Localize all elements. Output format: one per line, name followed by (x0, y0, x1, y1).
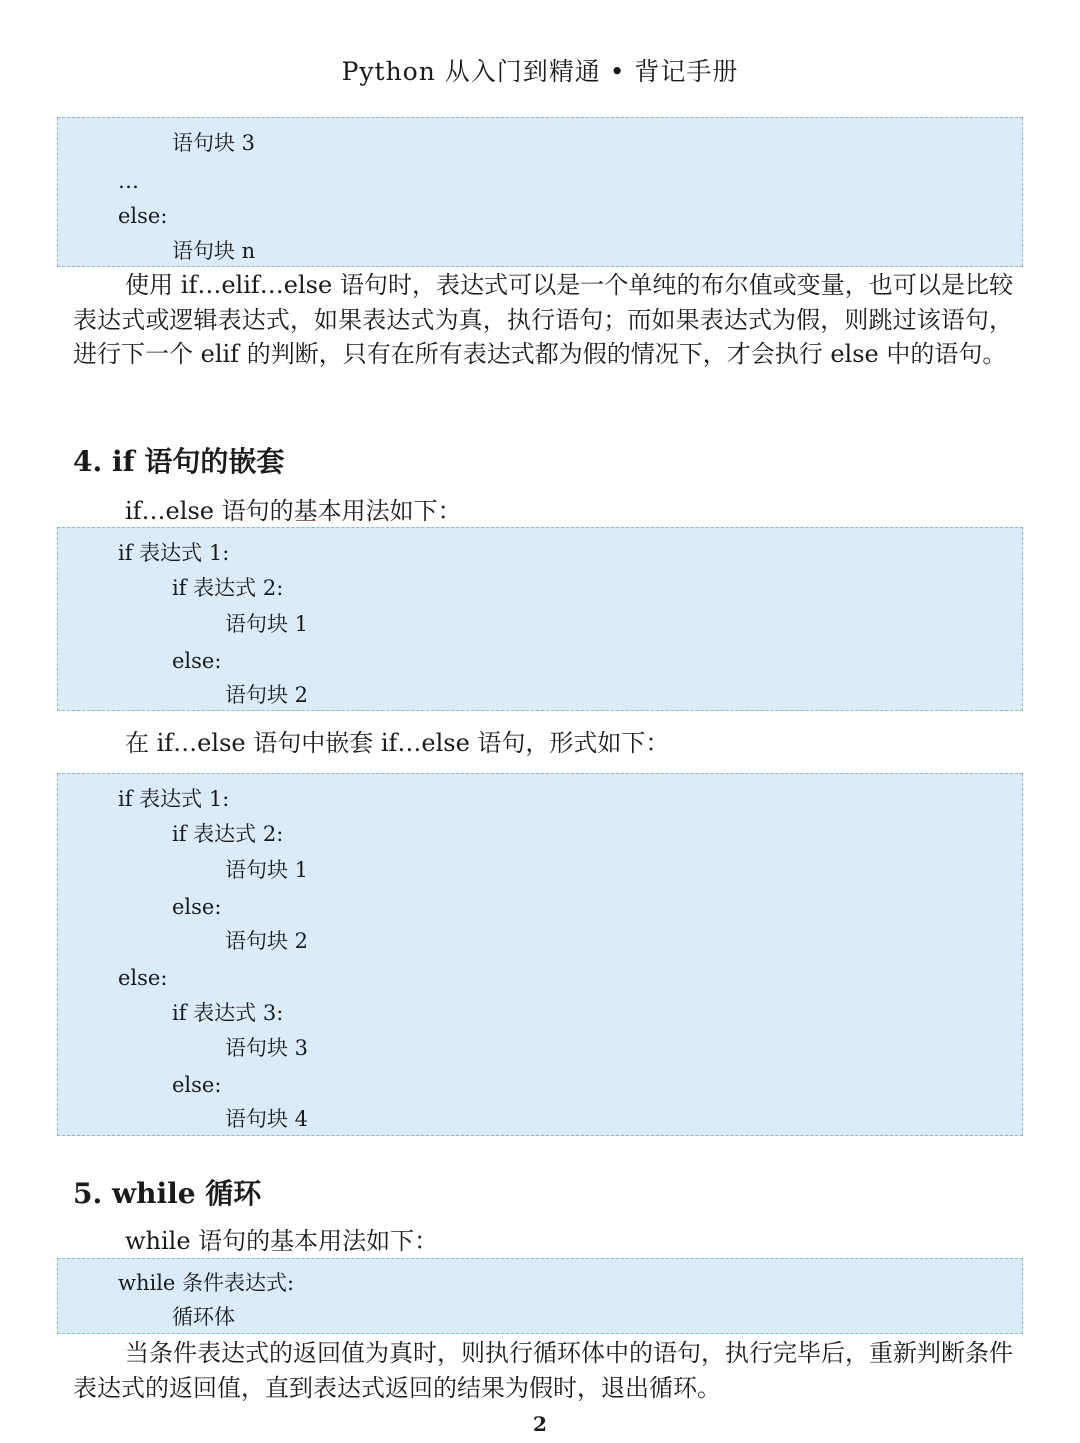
code-line: … (118, 169, 139, 193)
code-line: else: (172, 649, 222, 673)
paragraph-elif-explanation (73, 268, 1013, 372)
running-header: Python 从入门到精通 • 背记手册 (341, 57, 739, 86)
code-line: 语句块 1 (225, 858, 309, 882)
code-line: 语句块 3 (172, 131, 256, 155)
code-line: if 表达式 1: (118, 787, 230, 811)
paragraph-while-explanation (73, 1336, 1013, 1405)
section-title-while: 5. while 循环 (73, 1177, 262, 1210)
intro-if-else: if…else 语句的基本用法如下： (125, 497, 462, 525)
intro-while: while 语句的基本用法如下： (125, 1227, 439, 1255)
code-line: 语句块 4 (225, 1107, 309, 1131)
code-line: if 表达式 3: (172, 1001, 284, 1025)
code-line: else: (172, 895, 222, 919)
code-block-elif-tail (57, 117, 1023, 267)
code-block-if-else (57, 527, 1023, 711)
code-block-nested-if-else (57, 773, 1023, 1136)
section-title-if-nesting: 4. if 语句的嵌套 (73, 445, 285, 478)
code-line: if 表达式 2: (172, 576, 284, 600)
paragraph-text: 当条件表达式的返回值为真时，则执行循环体中的语句，执行完毕后，重新判断条件表达式的返回值，直到表达式返回的结果为假时，退出循环。 (73, 1339, 1013, 1402)
code-line: 语句块 3 (225, 1036, 309, 1060)
code-line: else: (118, 966, 168, 990)
code-line: 语句块 n (172, 239, 256, 263)
code-line: 循环体 (172, 1305, 235, 1329)
code-line: 语句块 1 (225, 612, 309, 636)
code-line: else: (118, 204, 168, 228)
code-line: 语句块 2 (225, 929, 309, 953)
code-line: while 条件表达式: (118, 1271, 295, 1295)
code-line: else: (172, 1073, 222, 1097)
page-number: 2 (533, 1412, 547, 1436)
code-line: 语句块 2 (225, 683, 309, 707)
code-block-while (57, 1258, 1023, 1334)
intro-nested-if-else: 在 if…else 语句中嵌套 if…else 语句，形式如下： (125, 729, 670, 757)
code-line: if 表达式 1: (118, 541, 230, 565)
paragraph-text: 使用 if…elif…else 语句时，表达式可以是一个单纯的布尔值或变量，也可以是比较表达式或逻辑表达式，如果表达式为真，执行语句；而如果表达式为假，则跳过该语句，进行下一个 elif 的判断，只有在所有表达式都为假的情况下，才会执行 else 中的语句。 (73, 271, 1013, 368)
code-line: if 表达式 2: (172, 822, 284, 846)
